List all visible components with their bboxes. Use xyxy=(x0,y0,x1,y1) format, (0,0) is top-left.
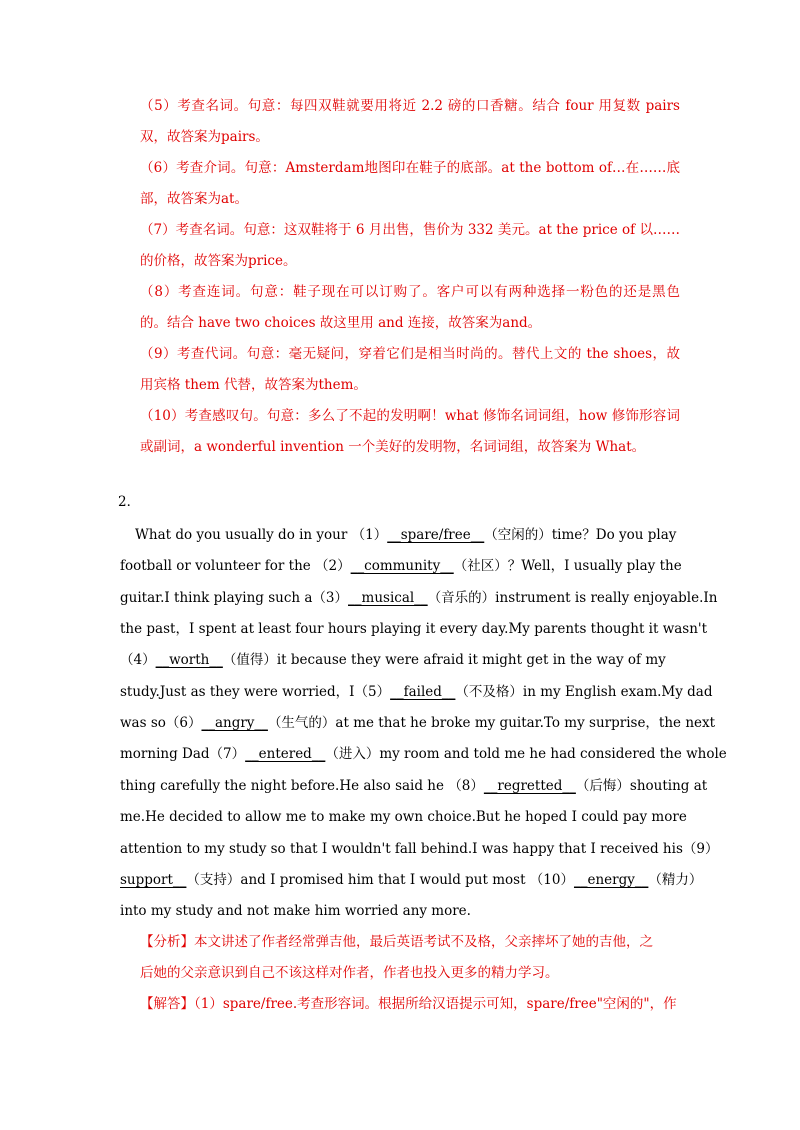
analysis-line: 部，故答案为at。 xyxy=(140,191,248,207)
answer-blank-10: __energy__ xyxy=(573,872,649,888)
passage-line: study.Just as they were worried，I（5）__failed__（不及格）in my English exam.My dad xyxy=(120,684,713,700)
passage-line: attention to my study so that I wouldn't fall behind.I was happy that I received his（9） xyxy=(120,841,719,857)
analysis-line: （7）考查名词。句意：这双鞋将于 6 月出售，售价为 332 美元。at the price of 以…… xyxy=(140,222,680,238)
analysis-summary-cont: 后她的父亲意识到自己不该这样对作者，作者也投入更多的精力学习。 xyxy=(140,965,559,981)
analysis-line: （10）考查感叹句。句意：多么了不起的发明啊！what 修饰名词词组，how 修饰形容词 xyxy=(140,408,680,424)
answer-blank-4: __worth__ xyxy=(155,652,223,668)
analysis-summary: 【分析】本文讲述了作者经常弹吉他，最后英语考试不及格，父亲摔坏了她的吉他，之 xyxy=(140,934,653,950)
passage-line: What do you usually do in your （1）__spare/free__（空闲的）time？Do you play xyxy=(135,527,677,543)
answer-blank-5: __failed__ xyxy=(390,684,456,700)
passage-line: me.He decided to allow me to make my own choice.But he hoped I could pay more xyxy=(120,809,687,825)
passage-line: was so（6）__angry__（生气的）at me that he broke my guitar.To my surprise，the next xyxy=(120,715,716,731)
analysis-line: （5）考查名词。句意：每四双鞋就要用将近 2.2 磅的口香糖。结合 four 用复数 pairs xyxy=(140,98,680,114)
analysis-line: （6）考查介词。句意：Amsterdam地图印在鞋子的底部。at the bottom of…在……底 xyxy=(140,160,680,176)
passage-line: thing carefully the night before.He also said he （8）__regretted__（后悔）shouting at xyxy=(120,778,708,794)
analysis-line: 的价格，故答案为price。 xyxy=(140,253,297,269)
passage-line: the past，I spent at least four hours playing it every day.My parents thought it wasn't xyxy=(120,621,708,637)
analysis-line: 双，故答案为pairs。 xyxy=(140,129,269,145)
answer-blank-9: support__ xyxy=(120,872,187,888)
answer-blank-7: __entered__ xyxy=(245,746,326,762)
answer-blank-8: __regretted__ xyxy=(483,778,576,794)
answer-blank-3: __musical__ xyxy=(348,590,428,606)
fenxi-label: 【分析】 xyxy=(140,934,194,950)
analysis-line: 的。结合 have two choices 故这里用 and 连接，故答案为and。 xyxy=(140,315,542,331)
passage-line: into my study and not make him worried any more. xyxy=(120,903,471,919)
question-number: 2． xyxy=(118,494,141,510)
passage-line: support__（支持）and I promised him that I would put most （10）__energy__（精力） xyxy=(120,872,703,888)
passage-line: morning Dad（7）__entered__（进入）my room and told me he had considered the whole xyxy=(120,746,727,762)
answer-blank-2: __community__ xyxy=(350,558,454,574)
passage-line: guitar.I think playing such a（3）__musical__（音乐的）instrument is really enjoyable.In xyxy=(120,590,718,606)
analysis-line: （9）考查代词。句意：毫无疑问，穿着它们是相当时尚的。替代上文的 the shoes，故 xyxy=(140,346,680,362)
analysis-line: 或副词，a wonderful invention 一个美好的发明物，名词词组，故答案为 What。 xyxy=(140,439,646,455)
passage-line: football or volunteer for the （2）__community__（社区）？Well，I usually play the xyxy=(120,558,682,574)
answer-blank-6: __angry__ xyxy=(201,715,268,731)
analysis-line: 用宾格 them 代替，故答案为them。 xyxy=(140,377,367,393)
passage-line: （4）__worth__（值得）it because they were afraid it might get in the way of my xyxy=(120,652,666,668)
jieda-label: 【解答】 xyxy=(140,996,194,1012)
analysis-line: （8）考查连词。句意：鞋子现在可以订购了。客户可以有两种选择一粉色的还是黑色 xyxy=(140,284,680,300)
answer-explanation: 【解答】（1）spare/free.考查形容词。根据所给汉语提示可知，spare/free"空闲的"，作 xyxy=(140,996,677,1012)
answer-blank-1: __spare/free__ xyxy=(387,527,485,543)
